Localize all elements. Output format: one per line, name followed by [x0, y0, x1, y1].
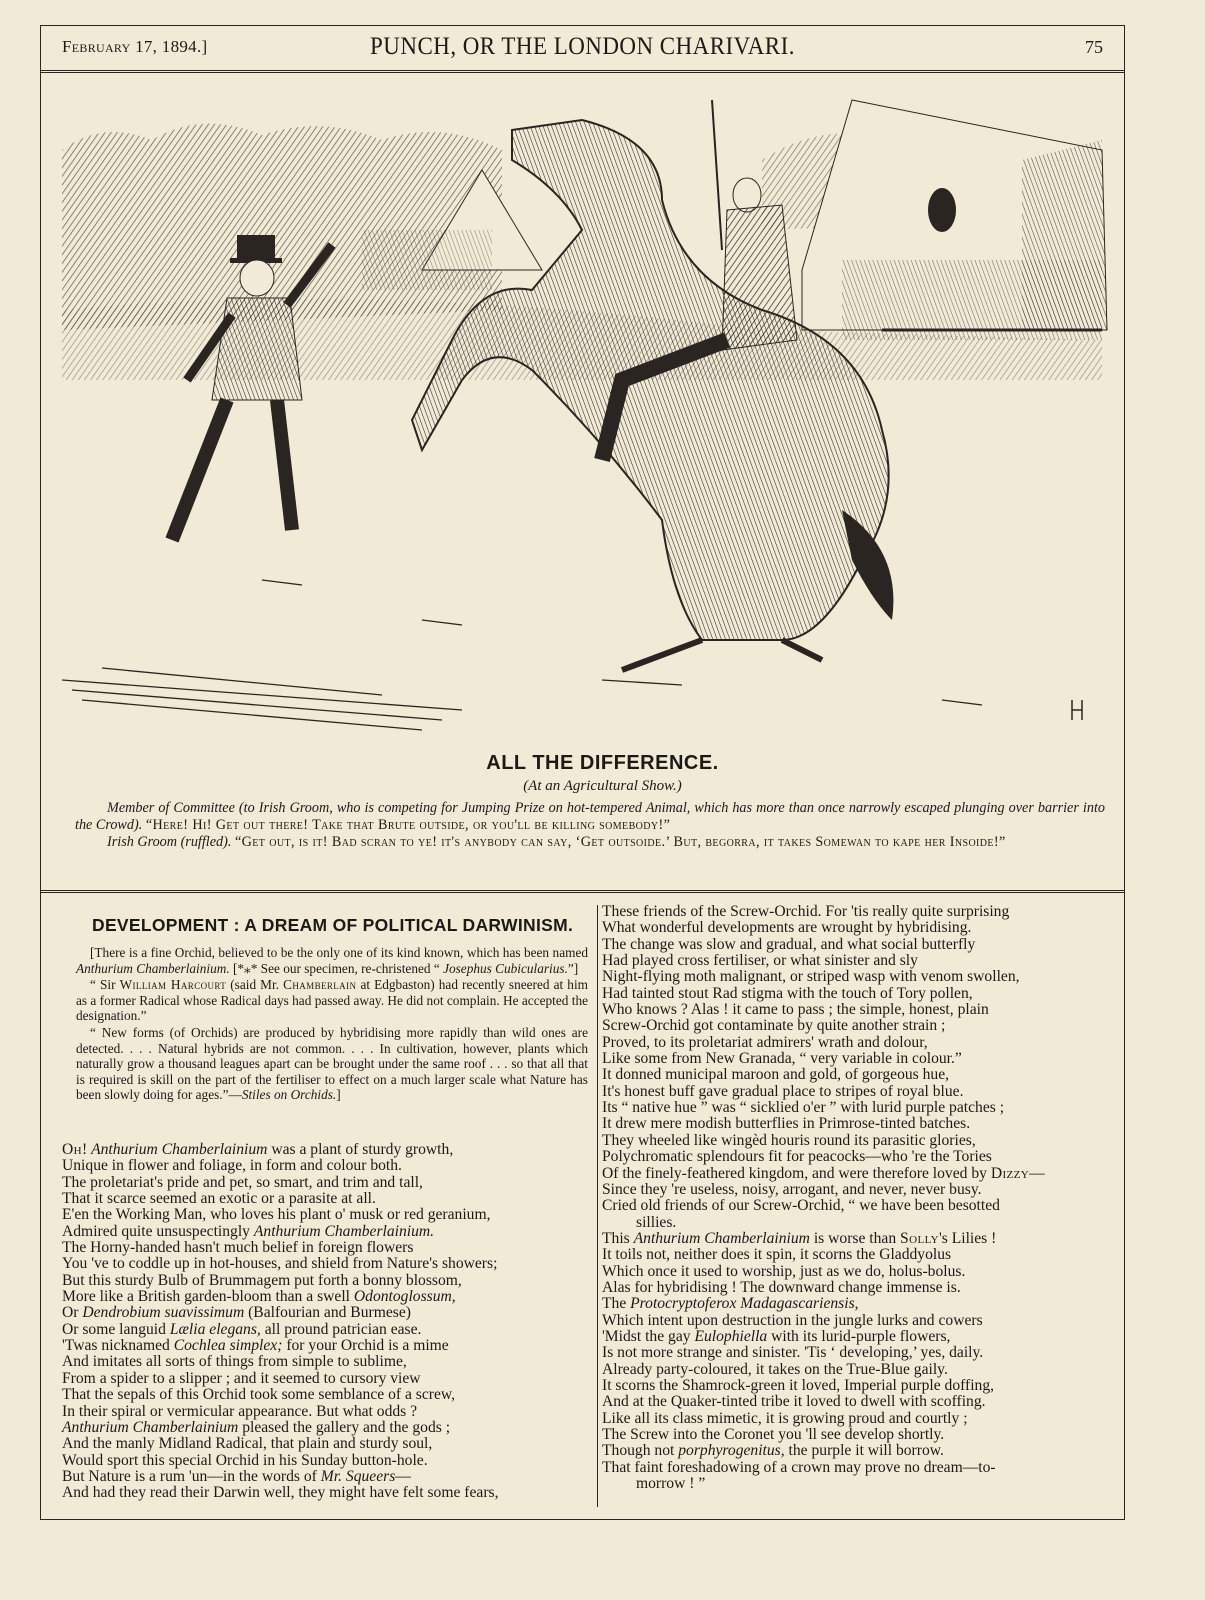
poem-line — [602, 1100, 1045, 1116]
dialogue-paragraph-text: Irish Groom (ruffled). — [107, 834, 235, 850]
poem-line — [602, 937, 1045, 953]
epigraph-paragraph-text: at Edgbaston) had recently sneered at him as a former Radical whose Radical days had passed away. He did not complain. He accepted the designation.” — [76, 977, 588, 1024]
artist-monogram — [1072, 700, 1082, 720]
poem-line — [602, 1313, 1045, 1329]
poem-line-text: Night-flying moth malignant, or striped wasp with venom swollen, — [602, 968, 1020, 986]
epigraph-paragraph — [76, 945, 588, 976]
poem-line — [602, 1149, 1045, 1165]
poem-line-text: was a plant of sturdy growth, — [267, 1141, 454, 1158]
poem-line — [62, 1240, 498, 1256]
cartoon-title: ALL THE DIFFERENCE. — [486, 752, 719, 774]
poem-line-text: for your Orchid is a mime — [282, 1337, 449, 1355]
poem-line-text: And the manly Midland Radical, that plain and sturdy soul, — [62, 1435, 433, 1453]
poem-line — [602, 1116, 1045, 1132]
poem-line — [62, 1305, 498, 1321]
epigraph-paragraph-text: Josephus Cubicularius. — [443, 960, 568, 976]
poem-line-text: The change was slow and gradual, and what social butterfly — [602, 935, 976, 953]
poem-line — [602, 1018, 1045, 1034]
poem-line — [602, 1443, 1045, 1459]
epigraph-paragraph-text: Stiles on Orchids. — [241, 1087, 337, 1103]
poem-line-text: is worse than — [809, 1229, 901, 1247]
poem-line — [62, 1142, 498, 1158]
poem-line-text: Eulophiella — [694, 1327, 768, 1345]
cartoon-subtitle: (At an Agricultural Show.) — [523, 778, 682, 794]
article-epigraph — [76, 945, 588, 1104]
poem-line-text: Dendrobium suavissimum — [82, 1304, 245, 1322]
publication-title: PUNCH, OR THE LONDON CHARIVARI. — [370, 33, 795, 60]
poem-line — [602, 1166, 1045, 1182]
poem-line-text: Cried old friends of our Screw-Orchid, “ we have been besotted — [602, 1197, 1000, 1215]
poem-line-text: The proletariat's pride and pet, so smart, and trim and tall, — [62, 1173, 423, 1191]
poem-line-text: More like a British garden-bloom than a swell — [62, 1288, 354, 1306]
poem-line-text: This — [602, 1229, 634, 1247]
epigraph-paragraph-text: ] — [336, 1087, 341, 1103]
poem-line — [602, 953, 1045, 969]
poem-line — [62, 1207, 498, 1223]
poem-line — [62, 1175, 498, 1191]
poem-line-text: porphyrogenitus, — [678, 1442, 785, 1460]
poem-line — [602, 1215, 1045, 1231]
poem-line-text: Unique in flower and foliage, in form and colour both. — [62, 1157, 402, 1175]
poem-line-text: Had played cross fertiliser, or what sinister and sly — [602, 952, 918, 970]
poem-line — [602, 1378, 1045, 1394]
poem-line-text: And imitates all sorts of things from simple to sublime, — [62, 1353, 407, 1371]
poem-line-text: Like some from New Granada, “ very variable in colour.” — [602, 1050, 962, 1068]
poem-line — [62, 1453, 498, 1469]
poem-line-text: pleased the gallery and the gods ; — [238, 1418, 451, 1436]
poem-line-text: But this sturdy Bulb of Brummagem put forth a bonny blossom, — [62, 1271, 462, 1289]
poem-line-text: Its “ native hue ” was “ sicklied o'er ” with lurid purple patches ; — [602, 1099, 1005, 1117]
poem-line-text: Which intent upon destruction in the jungle lurks and cowers — [602, 1311, 983, 1329]
poem-line-text: Of the finely-feathered kingdom, and were therefore loved by — [602, 1164, 991, 1182]
epigraph-paragraph-text: ”] — [567, 960, 579, 976]
poem-line — [62, 1485, 498, 1501]
poem-line-text: The Screw into the Coronet you 'll see develop shortly. — [602, 1426, 945, 1443]
epigraph-paragraph-text: “ New forms (of Orchids) are produced by hybridising more rapidly than wild ones are detected. . . . Natural hybrids are not common. . . . In cultivation, however, plants which naturally grow a thousand leagues apart can be brought under the same roof . . . so that all that is required is skill on the part of the fertiliser to effect on a much larger scale what Nature has been slowly doing for ages.”— — [76, 1024, 588, 1103]
poem-line — [602, 1460, 1045, 1476]
poem-line — [602, 1051, 1045, 1067]
poem-line-text: The — [602, 1295, 631, 1313]
poem-line-text: Anthurium Chamberlainium — [91, 1141, 268, 1158]
poem-line — [62, 1273, 498, 1289]
poem-line-text: (Balfourian and Burmese) — [244, 1304, 411, 1322]
poem-line-text: Already party-coloured, it takes on the True-Blue gaily. — [602, 1360, 948, 1378]
poem-line — [62, 1404, 498, 1420]
poem-line-text: Or some languid — [62, 1320, 170, 1338]
cartoon-illustration — [62, 80, 1124, 740]
poem-line-text: It toils not, neither does it spin, it scorns the Gladdyolus — [602, 1246, 952, 1264]
poem-line-text: with its lurid-purple flowers, — [767, 1327, 951, 1345]
poem-line — [602, 986, 1045, 1002]
poem-line-text: That the sepals of this Orchid took some semblance of a screw, — [62, 1386, 456, 1404]
poem-line — [602, 1247, 1045, 1263]
poem-line — [602, 1067, 1045, 1083]
poem-line-text: These friends of the Screw-Orchid. For 'tis really quite surprising — [602, 903, 1010, 920]
poem-line-text: It donned municipal maroon and gold, of gorgeous hue, — [602, 1066, 950, 1084]
poem-line-text: Like all its class mimetic, it is growing proud and courtly ; — [602, 1409, 968, 1427]
issue-date: February 17, 1894.] — [62, 37, 208, 56]
poem-line-text: all pround patrician ease. — [260, 1320, 422, 1338]
poem-line-text: Is not more strange and sinister. 'Tis ‘ developing,’ yes, daily. — [602, 1344, 984, 1362]
poem-line-text: ! — [82, 1141, 92, 1158]
poem-line-text: It's honest buff gave gradual place to stripes of royal blue. — [602, 1082, 964, 1100]
epigraph-paragraph-text: [There is a fine Orchid, believed to be the only one of its kind known, which has been named — [90, 945, 588, 960]
poem-line — [602, 1296, 1045, 1312]
poem-line — [602, 1198, 1045, 1214]
poem-line-text: Though not — [602, 1442, 679, 1460]
poem-line — [62, 1158, 498, 1174]
poem-line — [602, 1280, 1045, 1296]
poem-line — [602, 1345, 1045, 1361]
poem-line-text: That it scarce seemed an exotic or a parasite at all. — [62, 1190, 376, 1208]
poem-line-text: Mr. Squeers — [320, 1467, 396, 1485]
cartoon-dialogue — [75, 800, 1105, 851]
poem-line — [602, 1182, 1045, 1198]
poem-line — [602, 1411, 1045, 1427]
poem-line — [62, 1338, 498, 1354]
poem-line-text: Polychromatic splendours fit for peacocks—who 're the Tories — [602, 1148, 992, 1166]
epigraph-paragraph-text: [*⁎* See our specimen, re-christened “ — [229, 960, 444, 976]
poem-line — [62, 1256, 498, 1272]
poem-line-text: 'Twas nicknamed — [62, 1337, 174, 1355]
page-header — [40, 25, 1125, 73]
poem-line — [62, 1322, 498, 1338]
poem-line-text: It scorns the Shamrock-green it loved, Imperial purple doffing, — [602, 1376, 995, 1394]
article-title: DEVELOPMENT : A DREAM OF POLITICAL DARWINISM. — [92, 915, 574, 935]
poem-line-text: But Nature is a rum 'un—in the words of — [62, 1467, 321, 1485]
poem-line-text: — — [395, 1467, 411, 1485]
poem-line — [62, 1289, 498, 1305]
poem-line-text: They wheeled like wingèd houris round its parasitic glories, — [602, 1131, 976, 1149]
dialogue-paragraph-text: “Here! Hi! Get out there! Take that Brute outside, or you'll be killing somebody!” — [145, 817, 671, 833]
epigraph-paragraph-text: Chamberlain — [283, 977, 357, 993]
poem-line-text: Solly — [900, 1229, 939, 1247]
poem-line-text: Anthurium Chamberlainium — [62, 1418, 239, 1436]
poem-line-text: In their spiral or vermicular appearance. But what odds ? — [62, 1402, 418, 1420]
column-divider — [597, 905, 598, 1507]
poem-line — [62, 1371, 498, 1387]
poem-line-text: — — [1029, 1164, 1045, 1182]
epigraph-paragraph-text: William Harcourt — [119, 977, 227, 993]
section-divider — [40, 890, 1125, 898]
poem-line — [602, 1329, 1045, 1345]
epigraph-paragraph-text: Anthurium Chamberlainium. — [76, 960, 230, 976]
poem-line — [62, 1420, 498, 1436]
ground-hatching — [62, 580, 982, 730]
poem-line — [602, 1264, 1045, 1280]
dialogue-paragraph-text: Member of Committee (to Irish Groom, who is competing for Jumping Prize on hot-tempered Animal, which has more than once narrowly escaped plunging over barrier into the Crowd). — [75, 800, 1105, 833]
poem-line-text: Would sport this special Orchid in his Sunday button-hole. — [62, 1451, 428, 1469]
poem-line-text: 's Lilies ! — [938, 1229, 997, 1247]
epigraph-paragraph-text: (said Mr. — [226, 977, 284, 993]
poem-line-text: Had tainted stout Rad stigma with the touch of Tory pollen, — [602, 984, 973, 1002]
poem-line-text: And had they read their Darwin well, they might have felt some fears, — [62, 1484, 499, 1502]
poem-line-text: 'Midst the gay — [602, 1327, 695, 1345]
dialogue-paragraph-text: “Get out, is it! Bad scran to ye! it's anybody can say, ‘Get outsoide.’ But, begorra, it takes Somewan to kape her Insoide!” — [234, 834, 1006, 850]
poem-line — [602, 1133, 1045, 1149]
poem-line-text: Oh — [62, 1141, 83, 1158]
epigraph-paragraph-text: “ Sir — [90, 977, 120, 993]
poem-line-text: Screw-Orchid got contaminate by quite another strain ; — [602, 1017, 946, 1035]
poem-line-text: Who knows ? Alas ! it came to pass ; the simple, honest, plain — [602, 1001, 989, 1019]
poem-line-text: That faint foreshadowing of a crown may prove no dream—to- — [602, 1458, 996, 1476]
poem-line-text: You 've to coddle up in hot-houses, and shield from Nature's showers; — [62, 1255, 498, 1273]
poem-line-text: Since they 're useless, noisy, arrogant, and never, never busy. — [602, 1180, 982, 1198]
poem-line — [602, 1394, 1045, 1410]
poem-line — [602, 920, 1045, 936]
poem-line — [602, 1084, 1045, 1100]
poem-line — [602, 1476, 1045, 1492]
poem-line-text: the purple it will borrow. — [784, 1442, 944, 1460]
poem-line-text: Admired quite unsuspectingly — [62, 1222, 254, 1240]
poem-line-text: sillies. — [636, 1213, 677, 1231]
poem-line-text: morrow ! ” — [636, 1475, 706, 1493]
poem-line — [62, 1191, 498, 1207]
poem-line — [62, 1436, 498, 1452]
poem-line-text: What wonderful developments are wrought by hybridising. — [602, 919, 972, 937]
page-number: 75 — [1085, 37, 1103, 57]
poem-column-left — [62, 1142, 498, 1502]
epigraph-paragraph — [76, 1025, 588, 1103]
poem-line-text: Dizzy — [990, 1164, 1030, 1182]
dialogue-paragraph — [75, 800, 1105, 834]
poem-line — [62, 1387, 498, 1403]
poem-line — [602, 904, 1045, 920]
poem-line-text: From a spider to a slipper ; and it seemed to cursory view — [62, 1369, 421, 1387]
poem-line-text: E'en the Working Man, who loves his plant o' musk or red geranium, — [62, 1206, 491, 1224]
poem-line — [62, 1224, 498, 1240]
poem-line-text: And at the Quaker-tinted tribe it loved to dwell with scoffing. — [602, 1393, 986, 1411]
poem-line-text: Proved, to its proletariat admirers' wrath and dolour, — [602, 1033, 928, 1051]
poem-line-text: Anthurium Chamberlainium — [633, 1229, 810, 1247]
dialogue-paragraph — [75, 834, 1105, 851]
poem-line-text: Protocryptoferox Madagascariensis, — [630, 1295, 859, 1313]
poem-line — [602, 1231, 1045, 1247]
poem-line — [62, 1469, 498, 1485]
poem-column-right — [602, 904, 1045, 1492]
poem-line-text: It drew mere modish butterflies in Primrose-tinted batches. — [602, 1115, 971, 1133]
poem-line-text: The Horny-handed hasn't much belief in foreign flowers — [62, 1239, 414, 1257]
poem-line — [62, 1354, 498, 1370]
poem-line-text: Alas for hybridising ! The downward change immense is. — [602, 1278, 961, 1296]
poem-line-text: Or — [62, 1304, 83, 1322]
poem-line — [602, 1427, 1045, 1443]
epigraph-paragraph — [76, 977, 588, 1024]
poem-line-text: Anthurium Chamberlainium. — [253, 1222, 435, 1240]
poem-line-text: Odontoglossum, — [353, 1288, 456, 1306]
poem-line-text: Lælia elegans, — [169, 1320, 261, 1338]
flying-hat — [928, 188, 956, 232]
poem-line — [602, 969, 1045, 985]
poem-line — [602, 1002, 1045, 1018]
poem-line — [602, 1035, 1045, 1051]
poem-line-text: Cochlea simplex; — [173, 1337, 283, 1355]
poem-line — [602, 1362, 1045, 1378]
poem-line-text: Which once it used to worship, just as we do, holus-bolus. — [602, 1262, 966, 1280]
